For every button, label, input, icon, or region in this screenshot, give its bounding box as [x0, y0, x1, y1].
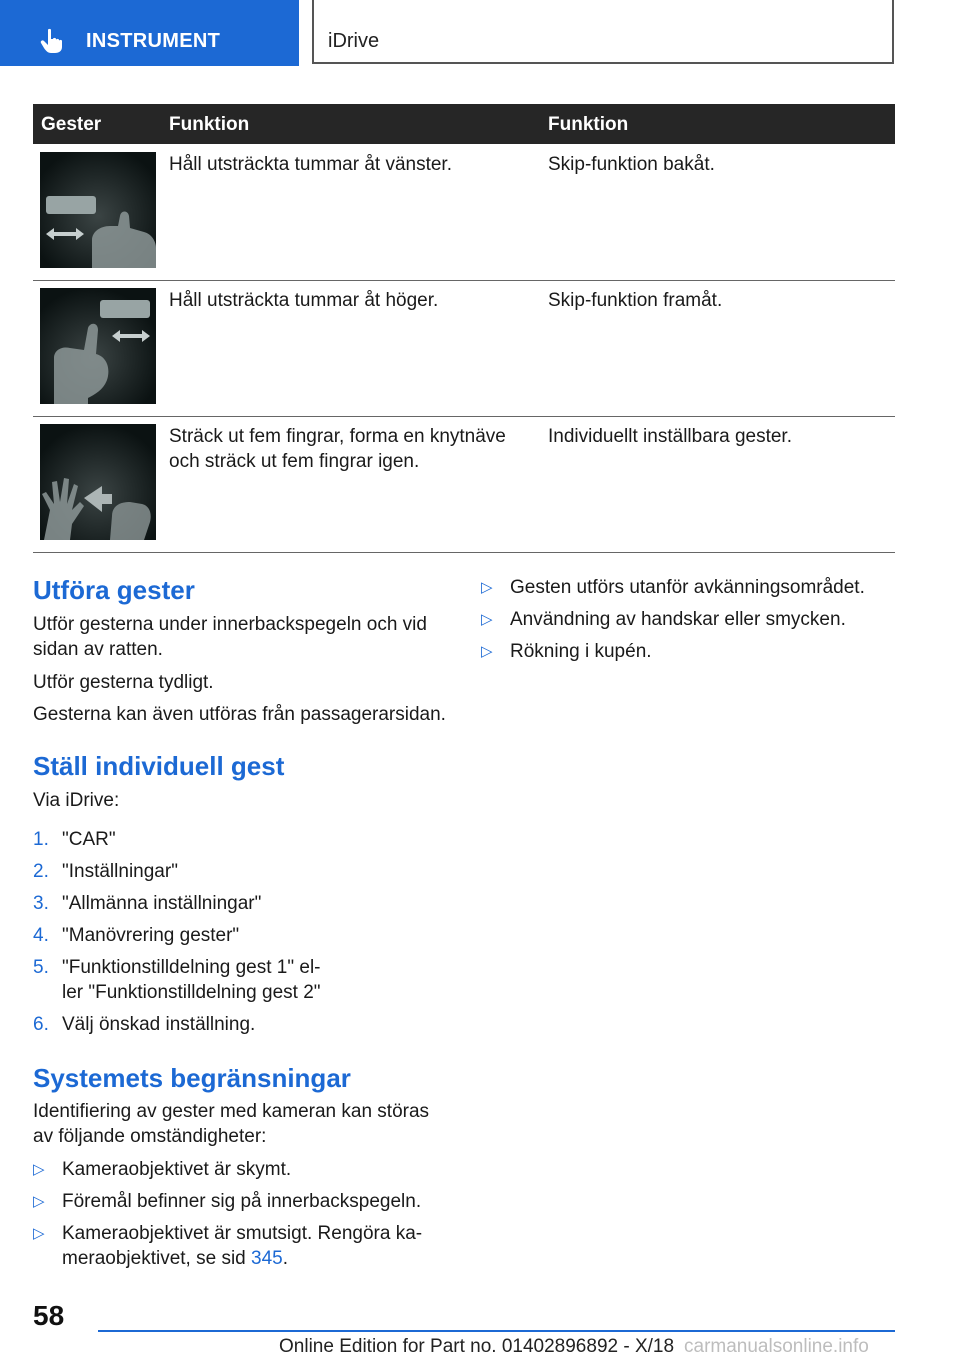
- col-header-funktion-2: Funktion: [548, 114, 629, 135]
- row-function: Individuellt inställbara gester.: [548, 426, 792, 447]
- heading-utfora-gester: Utföra gester: [33, 575, 195, 605]
- step-item: 5. "Funktionstilldelning gest 1" el- ler "Funktionstilldelning gest 2": [33, 957, 321, 1003]
- row-function: Skip-funktion bakåt.: [548, 154, 715, 175]
- triangle-bullet-icon: ▷: [481, 579, 493, 596]
- section-label: INSTRUMENT: [86, 30, 221, 52]
- col-header-gester: Gester: [41, 114, 102, 135]
- table-row: [33, 280, 895, 417]
- thumb-right-gesture-icon: [40, 288, 156, 404]
- heading-stall-individuell-gest: Ställ individuell gest: [33, 751, 285, 781]
- triangle-bullet-icon: ▷: [33, 1193, 45, 1210]
- triangle-bullet-icon: ▷: [33, 1225, 45, 1242]
- paragraph: Utför gesterna tydligt.: [33, 672, 214, 693]
- row-description: Håll utsträckta tummar åt vänster.: [169, 154, 452, 175]
- page-link-345[interactable]: 345: [251, 1248, 283, 1269]
- row-description: Håll utsträckta tummar åt höger.: [169, 290, 439, 311]
- page-number: 58: [33, 1300, 65, 1331]
- col-header-funktion: Funktion: [169, 114, 250, 135]
- thumb-left-gesture-icon: [40, 152, 156, 268]
- paragraph: Utför gesterna under innerbackspegeln och vid sidan av ratten.: [33, 614, 427, 660]
- bullet-item: ▷ Kameraobjektivet är smutsigt. Rengöra ka- meraobjektivet, se sid 345.: [33, 1223, 423, 1269]
- chapter-title-box: [312, 0, 894, 64]
- row-description: Sträck ut fem fingrar, forma en knytnäve och sträck ut fem fingrar igen.: [169, 426, 506, 472]
- section-tab: [0, 0, 299, 66]
- table-row: [33, 144, 895, 281]
- gesture-table-header: [33, 104, 895, 144]
- five-fingers-fist-gesture-icon: [40, 424, 156, 540]
- triangle-bullet-icon: ▷: [481, 643, 493, 660]
- triangle-bullet-icon: ▷: [33, 1161, 45, 1178]
- via-idrive-intro: Via iDrive:: [33, 790, 120, 811]
- paragraph: Identifiering av gester med kameran kan störas av följande omständigheter:: [33, 1101, 430, 1147]
- table-row: [33, 416, 895, 553]
- edition-footer: Online Edition for Part no. 01402896892 - X/18: [279, 1336, 675, 1357]
- triangle-bullet-icon: ▷: [481, 611, 493, 628]
- chapter-title: iDrive: [328, 30, 380, 52]
- row-function: Skip-funktion framåt.: [548, 290, 723, 311]
- heading-systemets-begransningar: Systemets begränsningar: [33, 1063, 351, 1093]
- paragraph: Gesterna kan även utföras från passagerarsidan.: [33, 704, 446, 725]
- footer-divider: [98, 1330, 895, 1332]
- watermark: carmanualsonline.info: [684, 1336, 869, 1357]
- hand-gesture-icon: [40, 28, 64, 54]
